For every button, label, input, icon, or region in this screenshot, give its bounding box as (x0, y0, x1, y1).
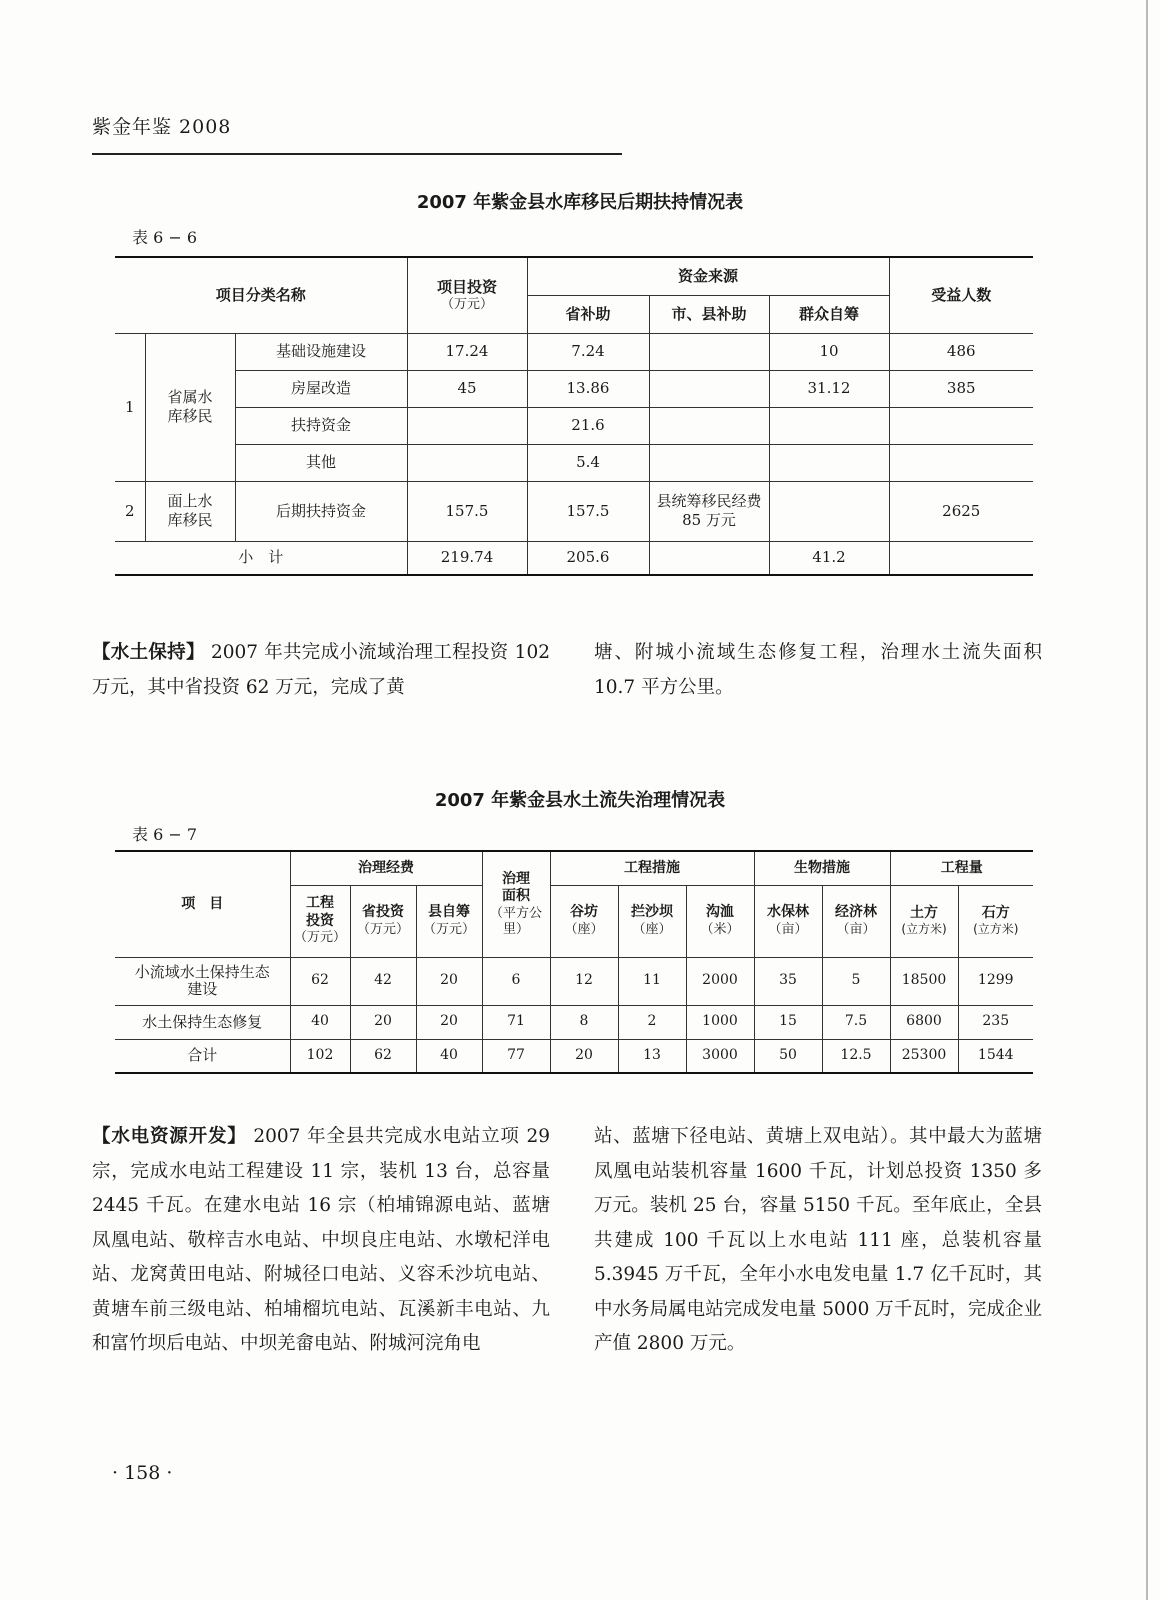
item-name: 基础设施建设 (235, 333, 407, 370)
header-sand-dam-unit: （座） (632, 921, 672, 937)
invest-value: 45 (407, 370, 527, 407)
item-name: 扶持资金 (235, 407, 407, 444)
item-name: 房屋改造 (235, 370, 407, 407)
table-row (115, 481, 1033, 541)
header-beneficiaries: 受益人数 (889, 257, 1033, 333)
table-row (115, 957, 1033, 1005)
header-sand-dam-label: 拦沙坝 (631, 904, 673, 921)
item-name: 后期扶持资金 (235, 481, 407, 541)
item-name (115, 957, 290, 1005)
sand-dam-value: 11 (618, 957, 686, 1005)
dam-value: 8 (550, 1005, 618, 1039)
table1-title: 2007 年紫金县水库移民后期扶持情况表 (416, 192, 744, 213)
prov-value: 62 (350, 1039, 416, 1073)
header-earth (890, 885, 958, 957)
forest-value: 15 (754, 1005, 822, 1039)
header-provincial: 省补助 (527, 295, 649, 333)
benef-value (889, 407, 1033, 444)
header-forest (754, 885, 822, 957)
mass-value: 31.12 (769, 370, 889, 407)
soil-erosion-table (115, 850, 1033, 1074)
header-category: 项目分类名称 (115, 257, 407, 333)
table2-title: 2007 年紫金县水土流失治理情况表 (434, 790, 726, 811)
header-biological: 生物措施 (754, 851, 890, 885)
subtotal-invest: 219.74 (407, 541, 527, 575)
item-name: 合计 (115, 1039, 290, 1073)
header-stone-unit: (立方米) (973, 922, 1019, 937)
sand-dam-value: 2 (618, 1005, 686, 1039)
header-invest-unit: （万元） (440, 296, 493, 312)
mass-value (769, 444, 889, 481)
header-cost-invest-unit: （万元） (293, 930, 346, 946)
resettlement-table (115, 256, 1033, 576)
invest-value: 102 (290, 1039, 350, 1073)
header-cost: 治理经费 (290, 851, 482, 885)
item-name-text: 小流域水土保持生态建设 (134, 962, 270, 998)
econ-forest-value: 7.5 (822, 1005, 890, 1039)
area-value: 77 (482, 1039, 550, 1073)
subtotal-benef (889, 541, 1033, 575)
hydropower-text-col2: 站、蓝塘下径电站、黄塘上双电站）。其中最大为蓝塘凤凰电站装机容量 1600 千瓦，计划总投资 1350 多万元。装机 25 台，容量 5150 千瓦。至年底止，全县共建成 100 千瓦以上水电站 111 座，总装机容量 5.3945 万千瓦，全年小水电发电量 1.7 亿千瓦时，其中水务局属电站完成发电量 5000 万千瓦时，完成企业产值 2800 万元。 (594, 1126, 1042, 1354)
subtotal-mass: 41.2 (769, 541, 889, 575)
header-cost-county-unit: （万元） (422, 921, 475, 937)
group-number: 1 (115, 333, 145, 481)
item-name: 水土保持生态修复 (115, 1005, 290, 1039)
prov-value: 42 (350, 957, 416, 1005)
item-name: 其他 (235, 444, 407, 481)
prov-value: 21.6 (527, 407, 649, 444)
header-mass: 群众自筹 (769, 295, 889, 333)
subtotal-prov: 205.6 (527, 541, 649, 575)
ditch-value: 2000 (686, 957, 754, 1005)
header-quantity: 工程量 (890, 851, 1033, 885)
city-value (649, 444, 769, 481)
group-name (145, 481, 235, 541)
county-value: 20 (416, 1005, 482, 1039)
soil-water-text-col2: 塘、附城小流域生态修复工程，治理水土流失面积 10.7 平方公里。 (594, 642, 1042, 698)
county-value: 20 (416, 957, 482, 1005)
header-area-label: 治理面积 (502, 870, 530, 904)
econ-forest-value: 5 (822, 957, 890, 1005)
header-city-county: 市、县补助 (649, 295, 769, 333)
header-cost-prov-unit: （万元） (356, 921, 409, 937)
benef-value: 385 (889, 370, 1033, 407)
header-dam-label: 谷坊 (570, 904, 598, 921)
group-name-text: 面上水库移民 (167, 492, 213, 529)
group-number: 2 (115, 481, 145, 541)
invest-value: 40 (290, 1005, 350, 1039)
header-fund-source: 资金来源 (527, 257, 889, 295)
table1-number: 表 6 − 6 (132, 228, 198, 247)
header-cost-prov (350, 885, 416, 957)
header-econ-forest-label: 经济林 (835, 904, 877, 921)
header-cost-invest-label: 工程投资 (306, 895, 334, 929)
prov-value: 20 (350, 1005, 416, 1039)
stone-value: 235 (958, 1005, 1033, 1039)
header-ditch (686, 885, 754, 957)
header-earth-unit: (立方米) (901, 922, 947, 937)
dam-value: 20 (550, 1039, 618, 1073)
header-invest (407, 257, 527, 333)
soil-water-para-col1 (92, 636, 550, 705)
mass-value (769, 407, 889, 444)
city-value (649, 481, 769, 541)
table-row (115, 444, 1033, 481)
prov-value: 13.86 (527, 370, 649, 407)
prov-value: 5.4 (527, 444, 649, 481)
header-dam (550, 885, 618, 957)
header-cost-county-label: 县自筹 (428, 904, 470, 921)
soil-water-heading: 【水土保持】 (92, 642, 205, 663)
stone-value: 1544 (958, 1039, 1033, 1073)
city-value-text: 县统筹移民经费 85 万元 (656, 492, 762, 529)
header-engineering: 工程措施 (550, 851, 754, 885)
header-cost-prov-label: 省投资 (362, 904, 404, 921)
city-value (649, 370, 769, 407)
header-forest-label: 水保林 (767, 904, 809, 921)
header-ditch-label: 沟洫 (706, 904, 734, 921)
earth-value: 25300 (890, 1039, 958, 1073)
table2-number: 表 6 − 7 (132, 825, 198, 844)
prov-value: 157.5 (527, 481, 649, 541)
header-rule (92, 153, 622, 155)
forest-value: 50 (754, 1039, 822, 1073)
table-row (115, 407, 1033, 444)
header-invest-label: 项目投资 (436, 277, 497, 296)
benef-value: 2625 (889, 481, 1033, 541)
stone-value: 1299 (958, 957, 1033, 1005)
header-sand-dam (618, 885, 686, 957)
city-value (649, 333, 769, 370)
page-number: · 158 · (112, 1462, 173, 1484)
dam-value: 12 (550, 957, 618, 1005)
sand-dam-value: 13 (618, 1039, 686, 1073)
city-value (649, 407, 769, 444)
invest-value: 157.5 (407, 481, 527, 541)
header-area (482, 851, 550, 957)
earth-value: 6800 (890, 1005, 958, 1039)
prov-value: 7.24 (527, 333, 649, 370)
hydropower-para-col2 (594, 1120, 1042, 1362)
header-cost-county (416, 885, 482, 957)
running-header: 紫金年鉴 2008 (92, 116, 232, 138)
mass-value: 10 (769, 333, 889, 370)
invest-value: 62 (290, 957, 350, 1005)
benef-value: 486 (889, 333, 1033, 370)
area-value: 71 (482, 1005, 550, 1039)
hydropower-heading: 【水电资源开发】 (92, 1126, 247, 1147)
header-earth-label: 土方 (910, 904, 938, 921)
table-row (115, 333, 1033, 370)
header-area-unit: （平方公里） (490, 905, 543, 937)
header-dam-unit: （座） (564, 921, 604, 937)
header-econ-forest (822, 885, 890, 957)
header-stone (958, 885, 1033, 957)
subtotal-label: 小 计 (115, 541, 407, 575)
group-name (145, 333, 235, 481)
table-row (115, 370, 1033, 407)
hydropower-para-col1 (92, 1120, 550, 1362)
header-stone-label: 石方 (981, 904, 1010, 921)
county-value: 40 (416, 1039, 482, 1073)
group-name-text: 省属水库移民 (167, 388, 213, 425)
soil-water-text-col1: 2007 年共完成小流域治理工程投资 102 万元，其中省投资 62 万元，完成了黄 (92, 642, 550, 698)
header-cost-invest (290, 885, 350, 957)
forest-value: 35 (754, 957, 822, 1005)
header-ditch-unit: （米） (700, 921, 740, 937)
total-row (115, 1039, 1033, 1073)
header-forest-unit: （亩） (768, 921, 808, 937)
table-row (115, 1005, 1033, 1039)
subtotal-city (649, 541, 769, 575)
invest-value (407, 407, 527, 444)
subtotal-row (115, 541, 1033, 575)
mass-value (769, 481, 889, 541)
header-item: 项 目 (115, 851, 290, 957)
benef-value (889, 444, 1033, 481)
econ-forest-value: 12.5 (822, 1039, 890, 1073)
invest-value: 17.24 (407, 333, 527, 370)
soil-water-para-col2 (594, 636, 1042, 705)
ditch-value: 1000 (686, 1005, 754, 1039)
hydropower-text-col1: 2007 年全县共完成水电站立项 29 宗，完成水电站工程建设 11 宗，装机 13 台，总容量 2445 千瓦。在建水电站 16 宗（柏埔锦源电站、蓝塘凤凰电站、敬梓吉水电站、中坝良庄电站、水墩杞洋电站、龙窝黄田电站、附城径口电站、义容禾沙坑电站、黄塘车前三级电站、柏埔榴坑电站、瓦溪新丰电站、九和富竹坝后电站、中坝羌畲电站、附城河浣角电 (92, 1126, 550, 1354)
ditch-value: 3000 (686, 1039, 754, 1073)
earth-value: 18500 (890, 957, 958, 1005)
invest-value (407, 444, 527, 481)
header-econ-forest-unit: （亩） (836, 921, 876, 937)
area-value: 6 (482, 957, 550, 1005)
